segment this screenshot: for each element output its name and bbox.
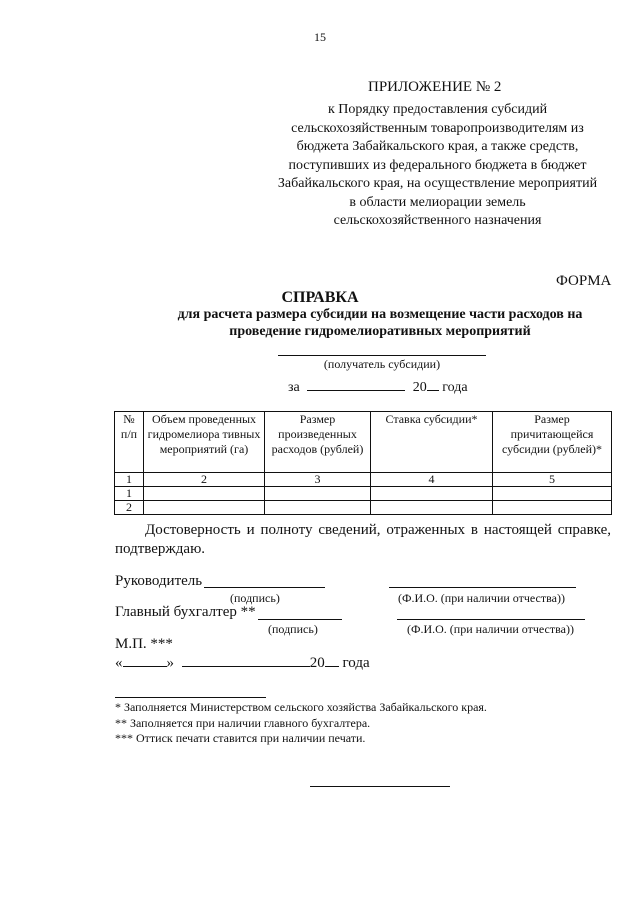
table-cell[interactable] [493,487,612,501]
director-fio-field[interactable] [389,587,576,588]
accountant-fio-hint: (Ф.И.О. (при наличии отчества)) [407,622,574,636]
table-cell[interactable] [371,487,493,501]
director-signature-hint: (подпись) [230,591,280,605]
subsidy-table [114,411,612,515]
table-cell: 2 [115,501,144,515]
recipient-field[interactable] [278,355,486,356]
column-number: 5 [493,473,612,487]
table-header: Размер причитающейся субсидии (рублей)* [493,412,612,473]
director-label: Руководитель [115,573,203,589]
table-cell: 1 [115,487,144,501]
director-fio-hint: (Ф.И.О. (при наличии отчества)) [398,591,565,605]
period-suffix: года [442,380,468,395]
footnote: *** Оттиск печати ставится при наличии печати. [115,731,366,745]
document-subtitle [140,307,620,340]
recipient-label: (получатель субсидии) [323,357,441,371]
stamp-label: М.П. *** [115,636,173,652]
column-number: 3 [265,473,371,487]
confirmation-text: Достоверность и полноту сведений, отраженных в настоящей справке, подтверждаю. [115,522,611,557]
table-header: Объем проведенных гидромелиора тивных мероприятий (га) [144,412,265,473]
appendix-title: ПРИЛОЖЕНИЕ № 2 [368,79,502,95]
appendix-line: бюджета Забайкальского края, а также средств, [296,139,579,154]
date-open-quote: « [115,655,123,671]
page-number: 15 [314,30,326,44]
table-cell[interactable] [144,501,265,515]
period-year-field[interactable] [427,378,439,391]
period-line [288,378,468,396]
table-header-row [115,412,612,473]
date-year-field[interactable] [325,654,339,667]
column-number: 1 [115,473,144,487]
table-cell[interactable] [493,501,612,515]
table-cell[interactable] [371,501,493,515]
period-blank-field[interactable] [307,378,405,391]
column-number: 2 [144,473,265,487]
accountant-label: Главный бухгалтер ** [115,604,256,620]
date-line [115,654,370,672]
table-header: № п/п [115,412,144,473]
form-label: ФОРМА [556,273,612,289]
subtitle-line: проведение гидромелиоративных мероприятий [229,323,531,339]
table-header: Размер произведенных расходов (рублей) [265,412,371,473]
date-suffix: года [342,655,370,671]
subtitle-line: для расчета размера субсидии на возмещение части расходов на [177,307,583,322]
document-title: СПРАВКА [281,289,359,306]
footnote: ** Заполняется при наличии главного бухгалтера. [115,716,371,730]
table-column-number-row [115,473,612,487]
appendix-line: к Порядку предоставления субсидий [327,102,548,117]
period-year-prefix: 20 [412,380,427,395]
table-cell[interactable] [144,487,265,501]
appendix-line: сельскохозяйственным товаропроизводителям из [291,120,584,136]
date-day-field[interactable] [123,654,167,667]
footnote: * Заполняется Министерством сельского хозяйства Забайкальского края. [115,700,487,714]
bottom-divider [310,786,450,787]
appendix-line: в области мелиорации земель [349,194,526,210]
column-number: 4 [371,473,493,487]
date-year-prefix: 20 [309,655,325,671]
appendix-line: сельскохозяйственного назначения [333,213,542,228]
accountant-signature-hint: (подпись) [268,622,318,636]
table-row [115,501,612,515]
appendix-description [250,101,625,231]
table-cell[interactable] [265,487,371,501]
appendix-line: Забайкальского края, на осуществление мероприятий [277,176,598,191]
director-signature-field[interactable] [204,587,325,588]
table-cell[interactable] [265,501,371,515]
accountant-signature-field[interactable] [258,619,342,620]
appendix-line: поступивших из федерального бюджета в бюджет [288,157,587,173]
date-close-quote: » [166,655,174,671]
date-month-field[interactable] [182,654,310,667]
accountant-fio-field[interactable] [397,619,585,620]
period-prefix: за [288,380,300,395]
table-header: Ставка субсидии* [371,412,493,473]
footnote-divider [115,697,266,698]
table-row [115,487,612,501]
